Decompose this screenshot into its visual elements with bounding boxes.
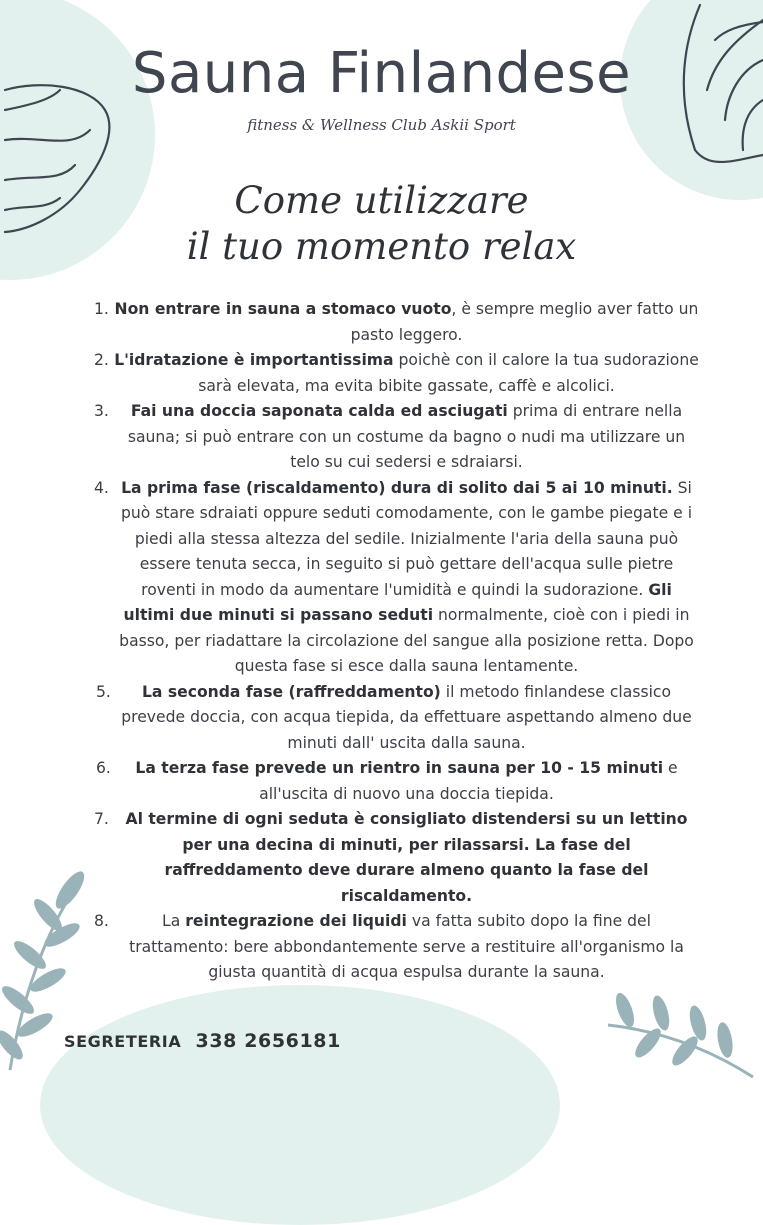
step-text-bold: La terza fase prevede un rientro in sauna per 10 - 15 minuti xyxy=(135,759,664,777)
step-number: 4. xyxy=(94,478,109,497)
headline xyxy=(0,178,763,270)
step-text xyxy=(94,680,699,757)
step-text-bold: L'idratazione è importantissima xyxy=(114,351,394,369)
step-number: 6. xyxy=(96,759,111,777)
step-text-regular: va fatta subito dopo la fine del trattamento: bere abbondantemente serve a restituire all'organismo la giusta quantità di acqua espulsa durante la sauna. xyxy=(129,912,684,981)
step-text-regular: normalmente, cioè con i piedi in basso, per riadattare la circolazione del sangue alla posizione retta. Dopo questa fase si esce dalla sauna lentamente. xyxy=(119,606,694,675)
step-text-regular: prima di entrare nella sauna; si può entrare con un costume da bagno o nudi ma utilizzare un telo su cui sedersi e sdraiarsi. xyxy=(127,402,686,471)
step-text xyxy=(94,807,699,909)
step-number: 1. xyxy=(94,300,109,318)
step-text-bold: Al termine di ogni seduta è consigliato distendersi su un lettino per una decina di minuti, per rilassarsi. La fase del raffreddamento deve durare almeno quanto la fase del riscaldamento. xyxy=(125,810,688,905)
step-text xyxy=(94,297,699,348)
leaf-branch-right-icon xyxy=(603,985,763,1080)
step-text xyxy=(94,909,699,986)
list-item xyxy=(94,348,699,399)
club-subtitle: fitness & Wellness Club Askii Sport xyxy=(247,116,516,134)
step-text-bold: La prima fase (riscaldamento) dura di solito dai 5 ai 10 minuti. xyxy=(121,478,673,497)
list-item xyxy=(94,399,699,476)
step-number: 7. xyxy=(94,810,109,828)
step-text xyxy=(94,476,699,680)
list-item xyxy=(94,680,699,757)
step-number: 2. xyxy=(94,351,109,369)
step-text-regular: poichè con il calore la tua sudorazione sarà elevata, ma evita bibite gassate, caffè e alcolici. xyxy=(198,351,699,395)
step-text-regular: La xyxy=(162,912,186,930)
contact-info xyxy=(64,1030,341,1052)
step-text-bold: reintegrazione dei liquidi xyxy=(185,912,407,930)
contact-label: SEGRETERIA xyxy=(64,1032,182,1051)
step-number: 5. xyxy=(96,682,111,701)
step-text-regular: e all'uscita di nuovo una doccia tiepida. xyxy=(259,759,678,803)
step-text-regular: il metodo finlandese classico prevede doccia, con acqua tiepida, da effettuare aspettando almeno due minuti dall' uscita dalla sauna. xyxy=(121,682,692,752)
list-item xyxy=(94,297,699,348)
step-text-bold: Non entrare in sauna a stomaco vuoto xyxy=(114,300,452,318)
step-text-bold: Gli ultimi due minuti si passano seduti xyxy=(123,580,672,624)
step-text-regular: Si può stare sdraiati oppure seduti comodamente, con le gambe piegate e i piedi alla stessa altezza del sedile. Inizialmente l'aria della sauna può essere tenuta secca, in seguito si può gettare dell'acqua sulle pietre roventi in modo da aumentare l'umidità e quindi la sudorazione. xyxy=(120,478,693,599)
step-text xyxy=(94,399,699,476)
list-item xyxy=(94,476,699,680)
page-title: Sauna Finlandese xyxy=(131,41,632,106)
step-text xyxy=(94,756,699,807)
list-item xyxy=(94,807,699,909)
bottom-center-mound xyxy=(40,985,560,1225)
headline-line-1: Come utilizzare xyxy=(234,179,529,222)
step-text-bold: La seconda fase (raffreddamento) xyxy=(141,682,441,701)
step-text-bold: Fai una doccia saponata calda ed asciugati xyxy=(130,402,508,420)
instructions-list xyxy=(94,297,699,986)
step-text xyxy=(94,348,699,399)
headline-line-2: il tuo momento relax xyxy=(186,225,577,268)
list-item xyxy=(94,756,699,807)
list-item xyxy=(94,909,699,986)
step-text-regular: , è sempre meglio aver fatto un pasto leggero. xyxy=(350,300,699,344)
step-number: 3. xyxy=(94,402,109,420)
step-number: 8. xyxy=(94,912,109,930)
phone-number: 338 2656181 xyxy=(195,1030,341,1052)
